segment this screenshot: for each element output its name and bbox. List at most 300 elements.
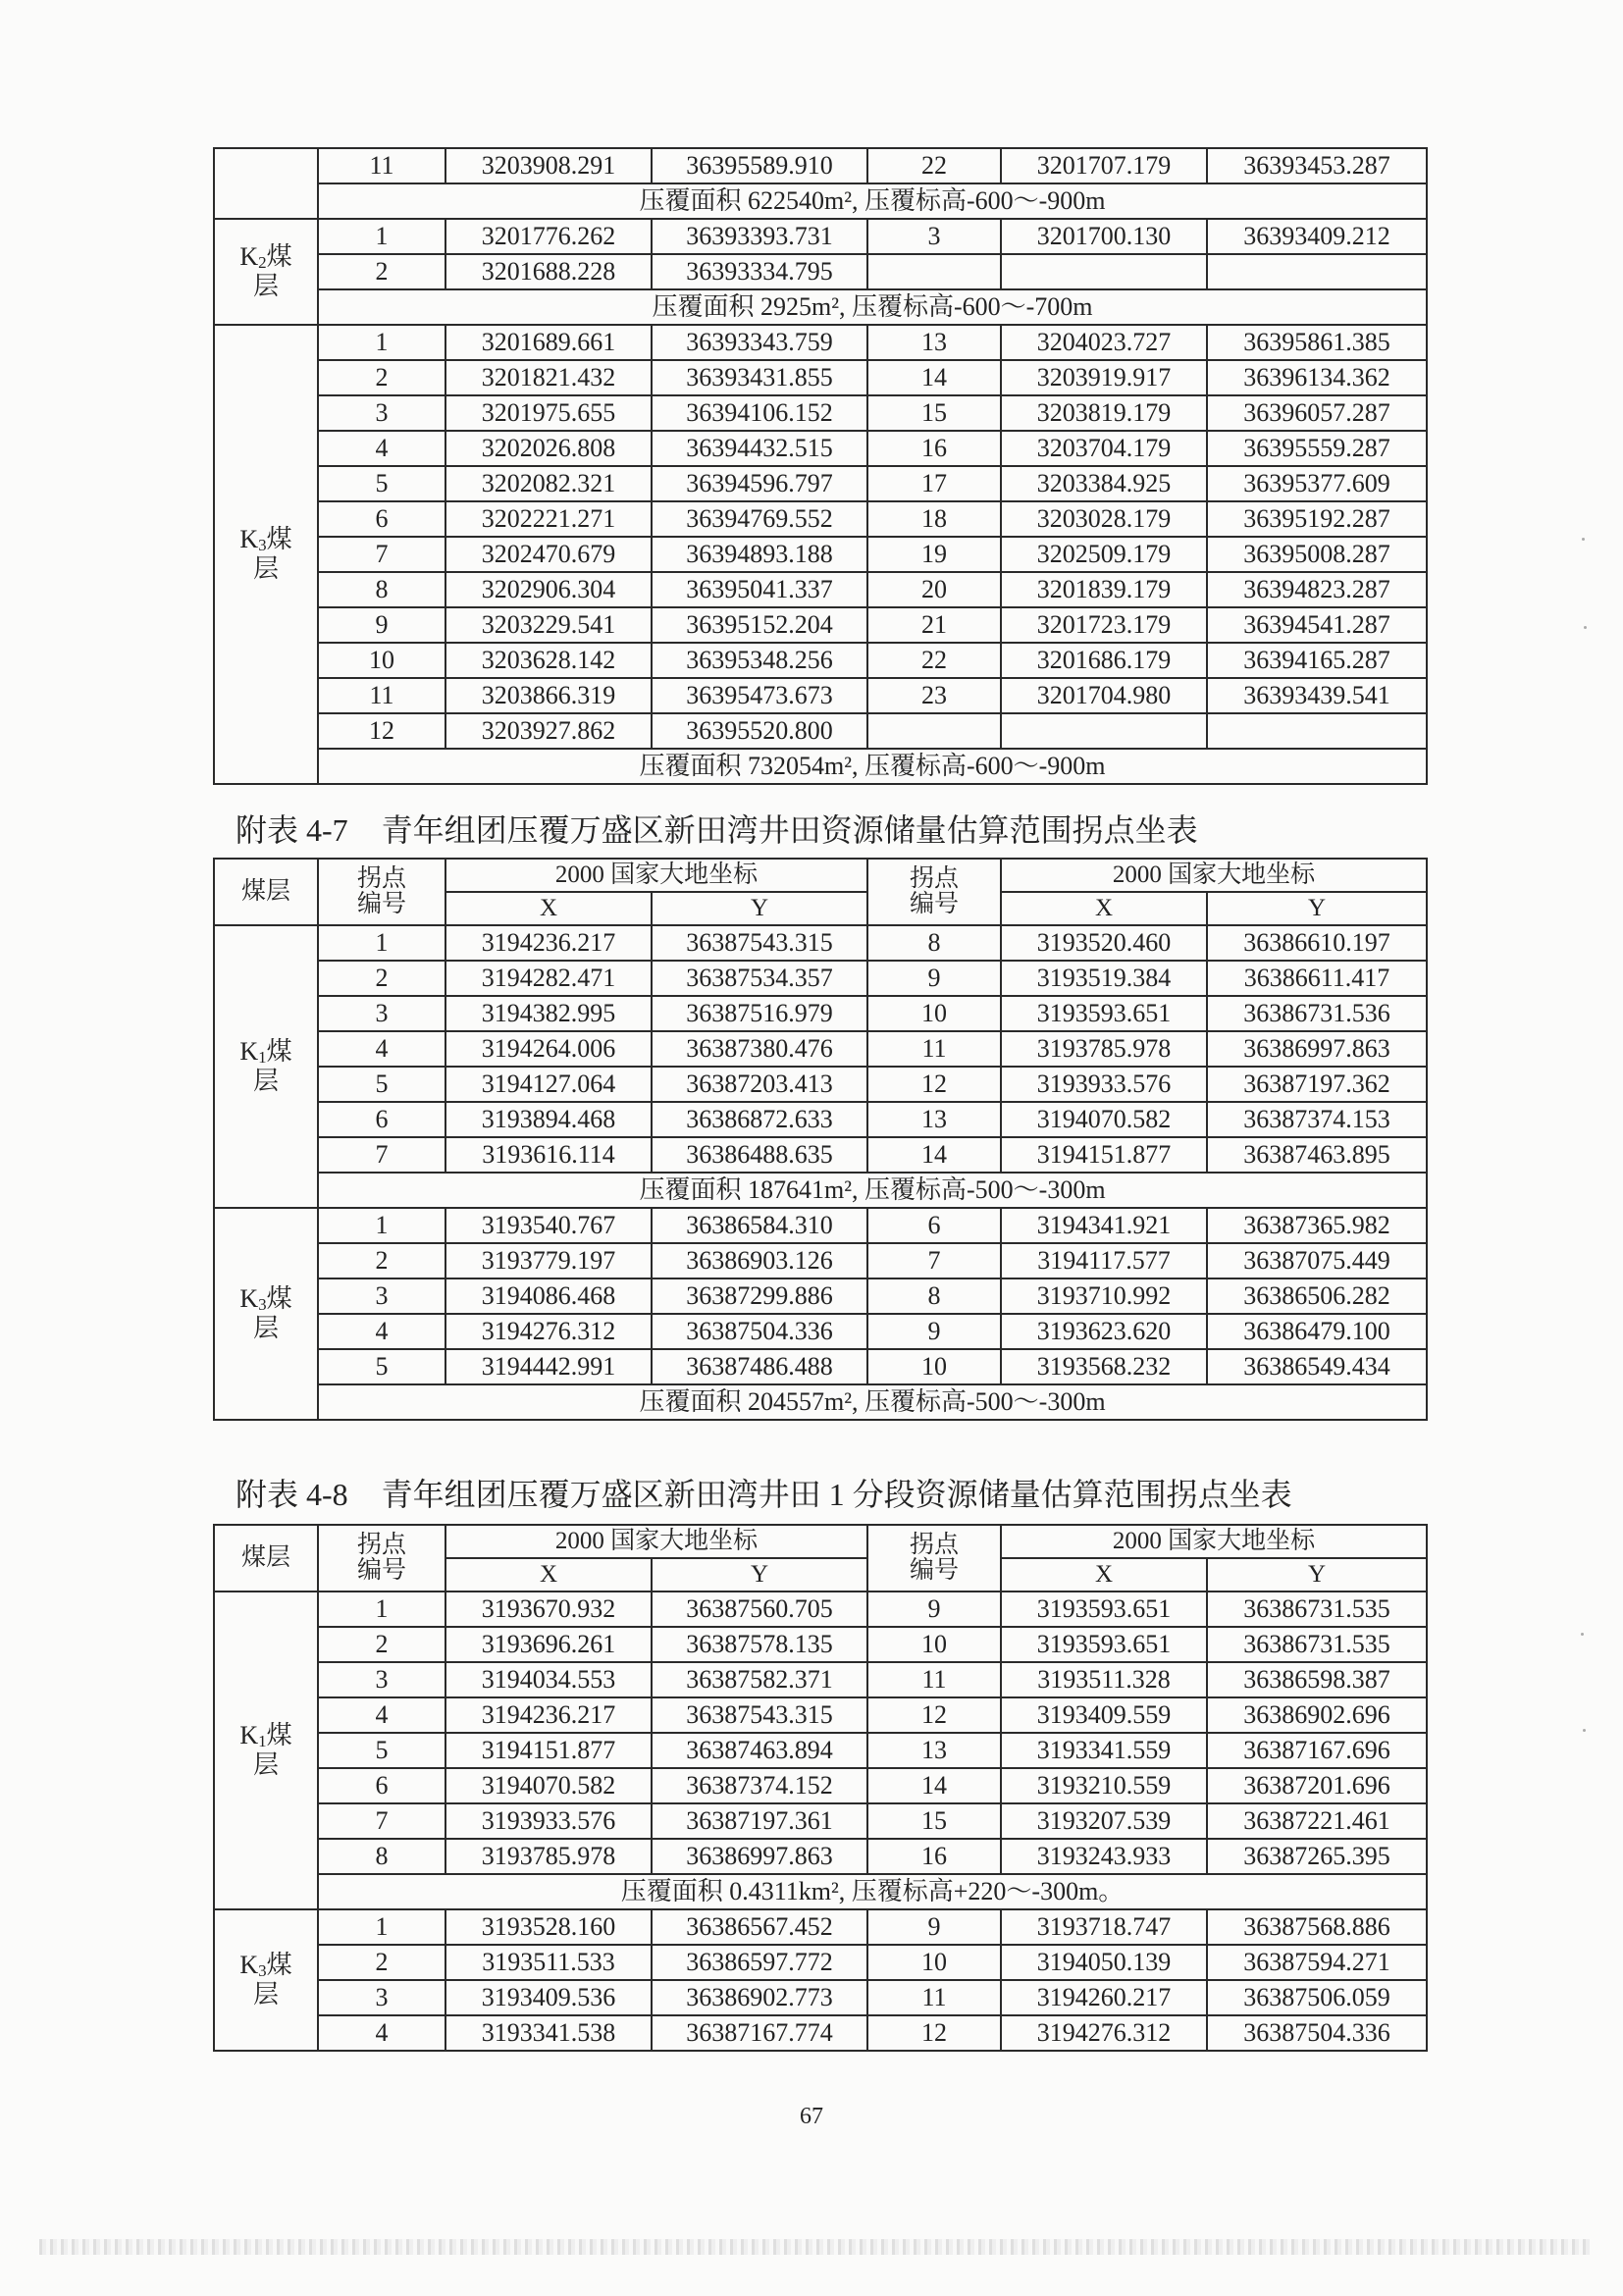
table-row <box>214 1208 1427 1243</box>
header-x-2: X <box>1001 892 1207 925</box>
y-coordinate-cell: 36387560.705 <box>652 1592 867 1627</box>
point-number-cell: 6 <box>318 1768 445 1803</box>
x-coordinate-cell: 3193540.767 <box>445 1208 652 1243</box>
table-row <box>214 1627 1427 1662</box>
seam-symbol: K <box>239 1283 259 1313</box>
point-number-cell: 10 <box>867 996 1001 1031</box>
y-coordinate-cell: 36386611.417 <box>1207 961 1427 996</box>
y-coordinate-cell: 36387203.413 <box>652 1067 867 1102</box>
point-number-cell: 4 <box>318 1697 445 1733</box>
seam-cell <box>214 1208 318 1420</box>
point-number-cell: 7 <box>867 1243 1001 1278</box>
x-coordinate-cell: 3202906.304 <box>445 572 652 607</box>
y-coordinate-cell: 36395520.800 <box>652 713 867 749</box>
seam-label: 煤层 <box>252 1283 292 1342</box>
table-row <box>214 431 1427 466</box>
point-number-cell: 18 <box>867 501 1001 537</box>
y-coordinate-cell: 36386597.772 <box>652 1945 867 1980</box>
y-coordinate-cell: 36395473.673 <box>652 678 867 713</box>
seam-subscript: 1 <box>258 1731 267 1750</box>
x-coordinate-cell: 3193568.232 <box>1001 1349 1207 1384</box>
scan-artifact <box>39 2239 1590 2255</box>
seam-symbol: K <box>239 1950 259 1979</box>
table-row <box>214 1349 1427 1384</box>
x-coordinate-cell: 3203384.925 <box>1001 466 1207 501</box>
x-coordinate-cell: 3194282.471 <box>445 961 652 996</box>
point-number-cell: 4 <box>318 431 445 466</box>
y-coordinate-cell: 36387197.362 <box>1207 1067 1427 1102</box>
header-point-no-2: 拐点编号 <box>867 859 1001 925</box>
caption-number: 附表 4-7 <box>236 812 348 848</box>
seam-label: 煤层 <box>252 1036 292 1095</box>
x-coordinate-cell: 3203628.142 <box>445 643 652 678</box>
seam-cell <box>214 925 318 1208</box>
scan-speck <box>1583 1729 1586 1732</box>
y-coordinate-cell: 36393334.795 <box>652 254 867 289</box>
y-coordinate-cell: 36386488.635 <box>652 1137 867 1173</box>
point-number-cell: 15 <box>867 395 1001 431</box>
table-row <box>214 219 1427 254</box>
table-row <box>214 643 1427 678</box>
x-coordinate-cell: 3201821.432 <box>445 360 652 395</box>
y-coordinate-cell: 36393439.541 <box>1207 678 1427 713</box>
y-coordinate-cell: 36387463.895 <box>1207 1137 1427 1173</box>
y-coordinate-cell: 36387594.271 <box>1207 1945 1427 1980</box>
y-coordinate-cell: 36387197.361 <box>652 1803 867 1839</box>
table-row <box>214 678 1427 713</box>
x-coordinate-cell: 3201688.228 <box>445 254 652 289</box>
y-coordinate-cell <box>1207 254 1427 289</box>
x-coordinate-cell: 3201776.262 <box>445 219 652 254</box>
x-coordinate-cell: 3193718.747 <box>1001 1909 1207 1945</box>
x-coordinate-cell: 3193243.933 <box>1001 1839 1207 1874</box>
x-coordinate-cell: 3194070.582 <box>445 1768 652 1803</box>
point-number-cell: 6 <box>867 1208 1001 1243</box>
point-number-cell: 10 <box>867 1349 1001 1384</box>
header-point-no: 拐点编号 <box>318 1525 445 1592</box>
y-coordinate-cell: 36393431.855 <box>652 360 867 395</box>
y-coordinate-cell: 36394432.515 <box>652 431 867 466</box>
y-coordinate-cell: 36386731.535 <box>1207 1592 1427 1627</box>
x-coordinate-cell: 3193593.651 <box>1001 996 1207 1031</box>
point-number-cell: 6 <box>318 1102 445 1137</box>
x-coordinate-cell: 3194236.217 <box>445 925 652 961</box>
caption-title: 青年组团压覆万盛区新田湾井田 1 分段资源储量估算范围拐点坐表 <box>381 1477 1292 1512</box>
x-coordinate-cell: 3203908.291 <box>445 148 652 183</box>
x-coordinate-cell: 3193710.992 <box>1001 1278 1207 1314</box>
table-row <box>214 395 1427 431</box>
x-coordinate-cell: 3203927.862 <box>445 713 652 749</box>
header-y-2: Y <box>1207 892 1427 925</box>
point-number-cell: 2 <box>318 1945 445 1980</box>
header-coord: 2000 国家大地坐标 <box>445 1525 867 1558</box>
x-coordinate-cell: 3201707.179 <box>1001 148 1207 183</box>
y-coordinate-cell: 36387516.979 <box>652 996 867 1031</box>
point-number-cell: 1 <box>318 325 445 360</box>
y-coordinate-cell: 36386610.197 <box>1207 925 1427 961</box>
point-number-cell: 9 <box>867 1314 1001 1349</box>
seam-label: 煤层 <box>252 241 292 300</box>
summary-cell: 压覆面积 0.4311km², 压覆标高+220～-300m。 <box>318 1874 1427 1909</box>
y-coordinate-cell: 36386549.434 <box>1207 1349 1427 1384</box>
x-coordinate-cell: 3201839.179 <box>1001 572 1207 607</box>
x-coordinate-cell: 3201723.179 <box>1001 607 1207 643</box>
table-row <box>214 325 1427 360</box>
x-coordinate-cell: 3193409.536 <box>445 1980 652 2015</box>
x-coordinate-cell: 3194341.921 <box>1001 1208 1207 1243</box>
x-coordinate-cell: 3194117.577 <box>1001 1243 1207 1278</box>
point-number-cell: 17 <box>867 466 1001 501</box>
x-coordinate-cell: 3193933.576 <box>1001 1067 1207 1102</box>
table-row <box>214 572 1427 607</box>
seam-subscript: 1 <box>258 1047 267 1067</box>
seam-subscript: 2 <box>258 252 267 272</box>
point-number-cell: 9 <box>867 1592 1001 1627</box>
seam-label: 煤层 <box>252 1950 292 2009</box>
seam-cell <box>214 1909 318 2051</box>
point-number-cell: 1 <box>318 925 445 961</box>
summary-cell: 压覆面积 204557m², 压覆标高-500～-300m <box>318 1384 1427 1420</box>
y-coordinate-cell: 36394769.552 <box>652 501 867 537</box>
table-row <box>214 466 1427 501</box>
x-coordinate-cell: 3194276.312 <box>1001 2015 1207 2051</box>
x-coordinate-cell: 3202509.179 <box>1001 537 1207 572</box>
point-number-cell: 2 <box>318 1627 445 1662</box>
y-coordinate-cell: 36394541.287 <box>1207 607 1427 643</box>
header-y: Y <box>652 892 867 925</box>
x-coordinate-cell <box>1001 713 1207 749</box>
x-coordinate-cell: 3194034.553 <box>445 1662 652 1697</box>
summary-cell: 压覆面积 622540m², 压覆标高-600～-900m <box>318 183 1427 219</box>
x-coordinate-cell: 3193593.651 <box>1001 1627 1207 1662</box>
y-coordinate-cell: 36386872.633 <box>652 1102 867 1137</box>
x-coordinate-cell: 3193210.559 <box>1001 1768 1207 1803</box>
x-coordinate-cell: 3193785.978 <box>1001 1031 1207 1067</box>
y-coordinate-cell: 36387265.395 <box>1207 1839 1427 1874</box>
table-row <box>214 1803 1427 1839</box>
y-coordinate-cell: 36386506.282 <box>1207 1278 1427 1314</box>
summary-cell: 压覆面积 187641m², 压覆标高-500～-300m <box>318 1173 1427 1208</box>
table-row <box>214 1592 1427 1627</box>
x-coordinate-cell: 3194236.217 <box>445 1697 652 1733</box>
table-row <box>214 1909 1427 1945</box>
point-number-cell: 3 <box>318 395 445 431</box>
table-caption-4-7 <box>236 810 1198 850</box>
point-number-cell: 4 <box>318 2015 445 2051</box>
point-number-cell: 14 <box>867 1768 1001 1803</box>
point-number-cell: 9 <box>867 961 1001 996</box>
x-coordinate-cell: 3201686.179 <box>1001 643 1207 678</box>
y-coordinate-cell: 36395589.910 <box>652 148 867 183</box>
y-coordinate-cell: 36386902.696 <box>1207 1697 1427 1733</box>
seam-label: 煤层 <box>252 1720 292 1779</box>
point-number-cell: 3 <box>318 1662 445 1697</box>
seam-symbol: K <box>239 1036 259 1066</box>
summary-row <box>214 1173 1427 1208</box>
scan-speck <box>1582 538 1585 541</box>
table-row <box>214 1768 1427 1803</box>
point-number-cell: 12 <box>867 1067 1001 1102</box>
table-row <box>214 2015 1427 2051</box>
seam-subscript: 3 <box>258 535 267 554</box>
point-number-cell: 16 <box>867 431 1001 466</box>
x-coordinate-cell: 3193894.468 <box>445 1102 652 1137</box>
table-row <box>214 148 1427 183</box>
point-number-cell: 1 <box>318 1208 445 1243</box>
header-coord-2: 2000 国家大地坐标 <box>1001 859 1427 892</box>
y-coordinate-cell: 36387582.371 <box>652 1662 867 1697</box>
point-number-cell: 11 <box>867 1662 1001 1697</box>
table-row <box>214 1137 1427 1173</box>
seam-subscript: 3 <box>258 1294 267 1314</box>
seam-cell <box>214 148 318 219</box>
point-number-cell: 3 <box>318 1278 445 1314</box>
point-number-cell: 11 <box>867 1031 1001 1067</box>
y-coordinate-cell: 36386903.126 <box>652 1243 867 1278</box>
coordinate-table-continued <box>213 147 1428 785</box>
table-row <box>214 254 1427 289</box>
point-number-cell: 20 <box>867 572 1001 607</box>
y-coordinate-cell: 36395041.337 <box>652 572 867 607</box>
y-coordinate-cell: 36387380.476 <box>652 1031 867 1067</box>
y-coordinate-cell: 36387365.982 <box>1207 1208 1427 1243</box>
point-number-cell: 13 <box>867 325 1001 360</box>
point-number-cell: 19 <box>867 537 1001 572</box>
point-number-cell: 5 <box>318 1349 445 1384</box>
header-y-2: Y <box>1207 1558 1427 1592</box>
scan-speck <box>1581 1633 1584 1636</box>
point-number-cell: 11 <box>318 678 445 713</box>
table-row <box>214 1067 1427 1102</box>
table-row <box>214 1980 1427 2015</box>
point-number-cell: 4 <box>318 1314 445 1349</box>
point-number-cell: 5 <box>318 1067 445 1102</box>
y-coordinate-cell: 36387568.886 <box>1207 1909 1427 1945</box>
point-number-cell: 10 <box>867 1627 1001 1662</box>
summary-row <box>214 1384 1427 1420</box>
table-row <box>214 996 1427 1031</box>
x-coordinate-cell: 3202221.271 <box>445 501 652 537</box>
y-coordinate-cell: 36386997.863 <box>652 1839 867 1874</box>
point-number-cell: 14 <box>867 360 1001 395</box>
table-row <box>214 1697 1427 1733</box>
y-coordinate-cell: 36387201.696 <box>1207 1768 1427 1803</box>
x-coordinate-cell: 3193623.620 <box>1001 1314 1207 1349</box>
page-number: 67 <box>800 2104 823 2129</box>
y-coordinate-cell: 36386598.387 <box>1207 1662 1427 1697</box>
y-coordinate-cell: 36386731.536 <box>1207 996 1427 1031</box>
seam-cell <box>214 219 318 325</box>
y-coordinate-cell: 36394823.287 <box>1207 572 1427 607</box>
header-x: X <box>445 1558 652 1592</box>
seam-symbol: K <box>239 1720 259 1749</box>
y-coordinate-cell: 36387504.336 <box>1207 2015 1427 2051</box>
point-number-cell: 3 <box>318 1980 445 2015</box>
point-number-cell: 23 <box>867 678 1001 713</box>
x-coordinate-cell: 3193670.932 <box>445 1592 652 1627</box>
table-row <box>214 501 1427 537</box>
coordinate-table-4-7 <box>213 858 1428 1421</box>
caption-title: 青年组团压覆万盛区新田湾井田资源储量估算范围拐点坐表 <box>381 812 1198 848</box>
y-coordinate-cell: 36386479.100 <box>1207 1314 1427 1349</box>
y-coordinate-cell: 36387463.894 <box>652 1733 867 1768</box>
x-coordinate-cell: 3194442.991 <box>445 1349 652 1384</box>
point-number-cell: 1 <box>318 1592 445 1627</box>
y-coordinate-cell: 36394106.152 <box>652 395 867 431</box>
x-coordinate-cell: 3193511.533 <box>445 1945 652 1980</box>
x-coordinate-cell: 3202470.679 <box>445 537 652 572</box>
table-row <box>214 961 1427 996</box>
point-number-cell: 12 <box>867 2015 1001 2051</box>
point-number-cell: 2 <box>318 360 445 395</box>
y-coordinate-cell: 36395559.287 <box>1207 431 1427 466</box>
x-coordinate-cell: 3193341.559 <box>1001 1733 1207 1768</box>
y-coordinate-cell: 36387543.315 <box>652 1697 867 1733</box>
seam-symbol: K <box>239 524 259 553</box>
x-coordinate-cell: 3194264.006 <box>445 1031 652 1067</box>
x-coordinate-cell <box>1001 254 1207 289</box>
x-coordinate-cell: 3194151.877 <box>445 1733 652 1768</box>
x-coordinate-cell: 3194086.468 <box>445 1278 652 1314</box>
summary-row <box>214 1874 1427 1909</box>
y-coordinate-cell: 36387374.153 <box>1207 1102 1427 1137</box>
point-number-cell: 4 <box>318 1031 445 1067</box>
y-coordinate-cell: 36386584.310 <box>652 1208 867 1243</box>
point-number-cell <box>867 713 1001 749</box>
y-coordinate-cell: 36387578.135 <box>652 1627 867 1662</box>
summary-row <box>214 289 1427 325</box>
x-coordinate-cell: 3193511.328 <box>1001 1662 1207 1697</box>
x-coordinate-cell: 3193519.384 <box>1001 961 1207 996</box>
y-coordinate-cell: 36387486.488 <box>652 1349 867 1384</box>
point-number-cell <box>867 254 1001 289</box>
point-number-cell: 21 <box>867 607 1001 643</box>
x-coordinate-cell: 3201704.980 <box>1001 678 1207 713</box>
point-number-cell: 22 <box>867 643 1001 678</box>
x-coordinate-cell: 3194382.995 <box>445 996 652 1031</box>
y-coordinate-cell: 36387221.461 <box>1207 1803 1427 1839</box>
x-coordinate-cell: 3203919.917 <box>1001 360 1207 395</box>
point-number-cell: 16 <box>867 1839 1001 1874</box>
x-coordinate-cell: 3194151.877 <box>1001 1137 1207 1173</box>
point-number-cell: 8 <box>867 1278 1001 1314</box>
y-coordinate-cell: 36393453.287 <box>1207 148 1427 183</box>
y-coordinate-cell: 36395861.385 <box>1207 325 1427 360</box>
y-coordinate-cell: 36386997.863 <box>1207 1031 1427 1067</box>
header-seam: 煤层 <box>214 859 318 925</box>
y-coordinate-cell: 36393409.212 <box>1207 219 1427 254</box>
y-coordinate-cell <box>1207 713 1427 749</box>
y-coordinate-cell: 36387299.886 <box>652 1278 867 1314</box>
point-number-cell: 3 <box>318 996 445 1031</box>
table-row <box>214 1278 1427 1314</box>
point-number-cell: 13 <box>867 1733 1001 1768</box>
seam-label: 煤层 <box>252 524 292 583</box>
summary-row <box>214 749 1427 784</box>
point-number-cell: 3 <box>867 219 1001 254</box>
point-number-cell: 7 <box>318 537 445 572</box>
table-row <box>214 1662 1427 1697</box>
header-point-no-2: 拐点编号 <box>867 1525 1001 1592</box>
point-number-cell: 8 <box>318 572 445 607</box>
y-coordinate-cell: 36395152.204 <box>652 607 867 643</box>
table-row <box>214 1945 1427 1980</box>
header-coord-2: 2000 国家大地坐标 <box>1001 1525 1427 1558</box>
x-coordinate-cell: 3193207.539 <box>1001 1803 1207 1839</box>
point-number-cell: 6 <box>318 501 445 537</box>
point-number-cell: 15 <box>867 1803 1001 1839</box>
header-x-2: X <box>1001 1558 1207 1592</box>
seam-subscript: 3 <box>258 1960 267 1980</box>
point-number-cell: 8 <box>867 925 1001 961</box>
point-number-cell: 2 <box>318 254 445 289</box>
table-caption-4-8 <box>236 1475 1292 1514</box>
table-row <box>214 607 1427 643</box>
table-row <box>214 360 1427 395</box>
seam-cell <box>214 1592 318 1909</box>
seam-symbol: K <box>239 241 259 271</box>
x-coordinate-cell: 3194276.312 <box>445 1314 652 1349</box>
y-coordinate-cell: 36396057.287 <box>1207 395 1427 431</box>
y-coordinate-cell: 36394165.287 <box>1207 643 1427 678</box>
seam-cell <box>214 325 318 784</box>
y-coordinate-cell: 36395008.287 <box>1207 537 1427 572</box>
point-number-cell: 10 <box>867 1945 1001 1980</box>
point-number-cell: 8 <box>318 1839 445 1874</box>
point-number-cell: 10 <box>318 643 445 678</box>
x-coordinate-cell: 3194050.139 <box>1001 1945 1207 1980</box>
x-coordinate-cell: 3203229.541 <box>445 607 652 643</box>
point-number-cell: 14 <box>867 1137 1001 1173</box>
point-number-cell: 5 <box>318 466 445 501</box>
y-coordinate-cell: 36393393.731 <box>652 219 867 254</box>
y-coordinate-cell: 36386567.452 <box>652 1909 867 1945</box>
x-coordinate-cell: 3193616.114 <box>445 1137 652 1173</box>
header-coord: 2000 国家大地坐标 <box>445 859 867 892</box>
point-number-cell: 2 <box>318 1243 445 1278</box>
point-number-cell: 1 <box>318 219 445 254</box>
y-coordinate-cell: 36395348.256 <box>652 643 867 678</box>
y-coordinate-cell: 36387167.696 <box>1207 1733 1427 1768</box>
table-row <box>214 925 1427 961</box>
x-coordinate-cell: 3193933.576 <box>445 1803 652 1839</box>
caption-number: 附表 4-8 <box>236 1477 348 1512</box>
y-coordinate-cell: 36395192.287 <box>1207 501 1427 537</box>
x-coordinate-cell: 3203028.179 <box>1001 501 1207 537</box>
y-coordinate-cell: 36393343.759 <box>652 325 867 360</box>
table-row <box>214 1839 1427 1874</box>
point-number-cell: 12 <box>867 1697 1001 1733</box>
coordinate-table-4-8 <box>213 1524 1428 2052</box>
y-coordinate-cell: 36387075.449 <box>1207 1243 1427 1278</box>
y-coordinate-cell: 36387504.336 <box>652 1314 867 1349</box>
x-coordinate-cell: 3194070.582 <box>1001 1102 1207 1137</box>
point-number-cell: 13 <box>867 1102 1001 1137</box>
x-coordinate-cell: 3203819.179 <box>1001 395 1207 431</box>
summary-cell: 压覆面积 732054m², 压覆标高-600～-900m <box>318 749 1427 784</box>
table-row <box>214 1102 1427 1137</box>
x-coordinate-cell: 3193779.197 <box>445 1243 652 1278</box>
header-seam: 煤层 <box>214 1525 318 1592</box>
x-coordinate-cell: 3194127.064 <box>445 1067 652 1102</box>
scan-speck <box>1584 626 1587 629</box>
y-coordinate-cell: 36387374.152 <box>652 1768 867 1803</box>
summary-row <box>214 183 1427 219</box>
x-coordinate-cell: 3203866.319 <box>445 678 652 713</box>
point-number-cell: 22 <box>867 148 1001 183</box>
summary-cell: 压覆面积 2925m², 压覆标高-600～-700m <box>318 289 1427 325</box>
header-point-no: 拐点编号 <box>318 859 445 925</box>
